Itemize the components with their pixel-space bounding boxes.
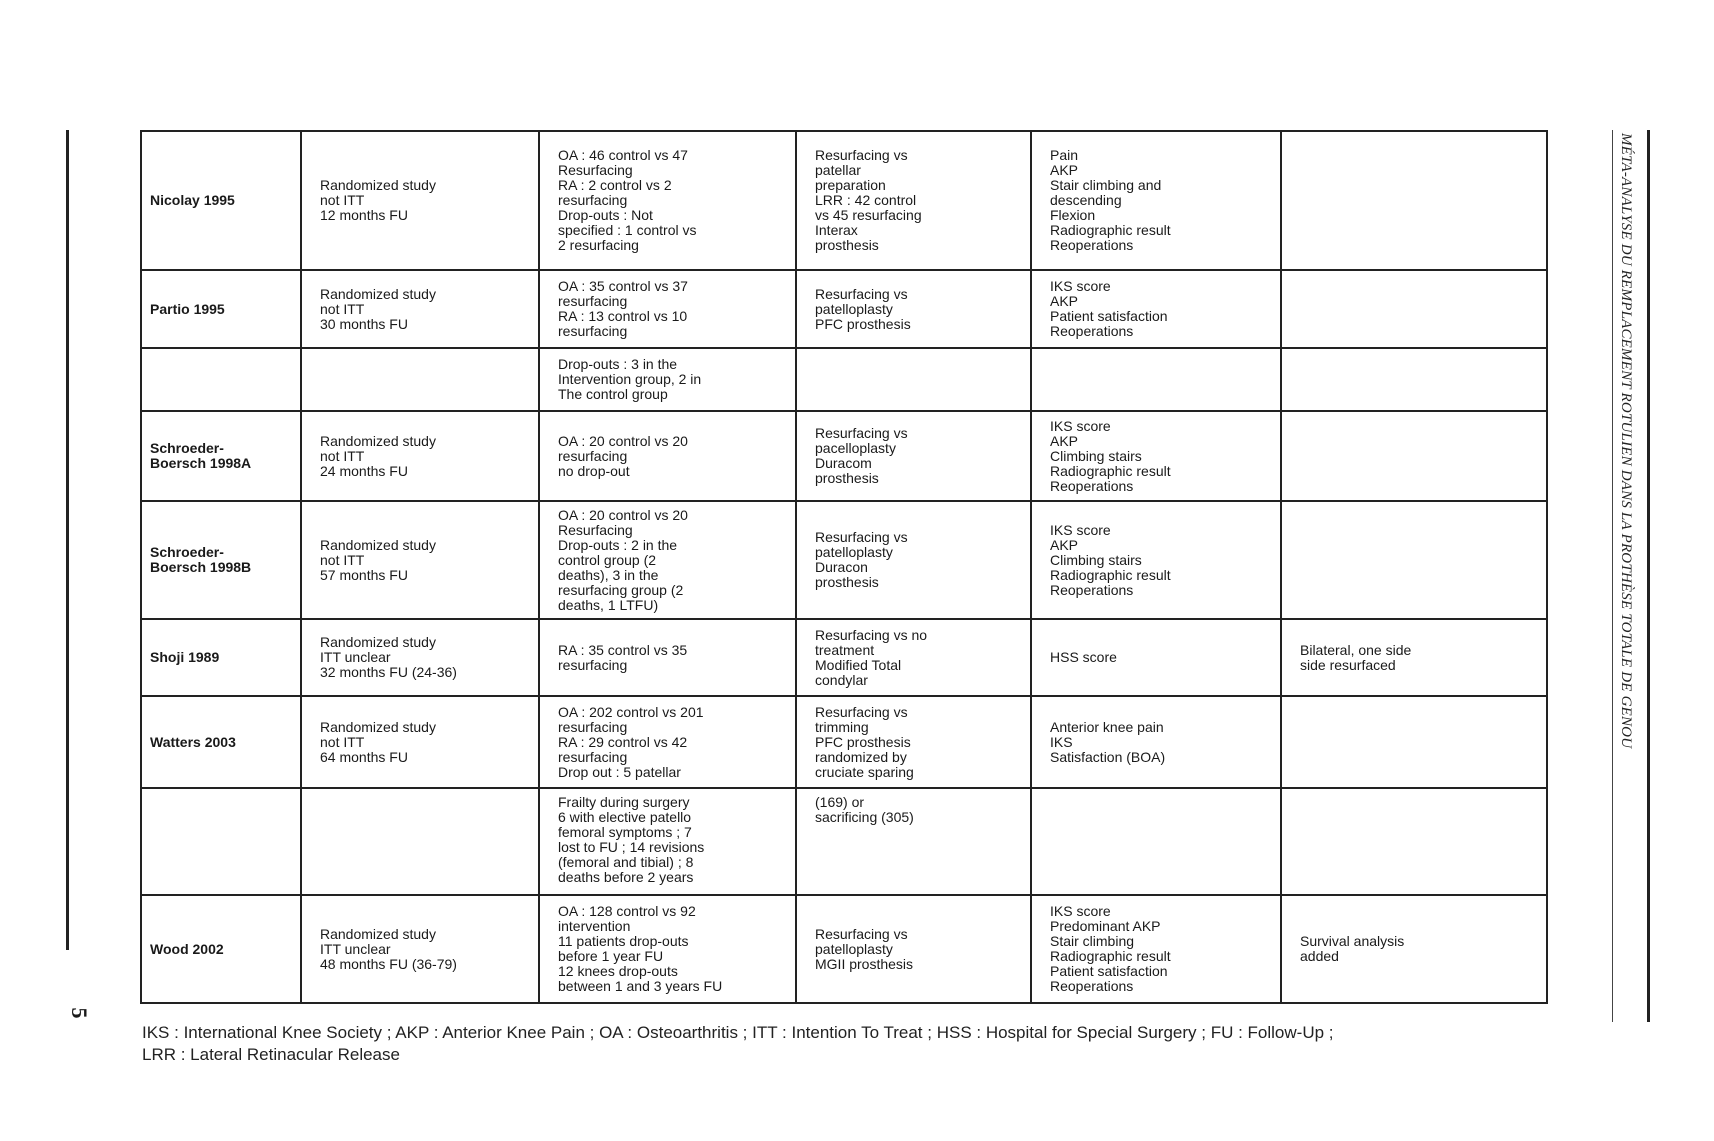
- patients: OA : 46 control vs 47 Resurfacing RA : 2 control vs 2 resurfacing Drop-outs : Not specified : 1 control vs 2 resurfacing: [539, 131, 796, 270]
- outcomes: Anterior knee pain IKS Satisfaction (BOA): [1031, 696, 1281, 788]
- patients: OA : 20 control vs 20 resurfacing no drop-out: [539, 411, 796, 501]
- intervention: Resurfacing vs no treatment Modified Total condylar: [796, 619, 1031, 696]
- study-design: Randomized study not ITT 30 months FU: [301, 270, 539, 348]
- notes: Bilateral, one side side resurfaced: [1281, 619, 1547, 696]
- study-name: [141, 348, 301, 411]
- outcomes: IKS score AKP Patient satisfaction Reoperations: [1031, 270, 1281, 348]
- patients: OA : 202 control vs 201 resurfacing RA : 29 control vs 42 resurfacing Drop out : 5 patellar: [539, 696, 796, 788]
- intervention: Resurfacing vs patelloplasty MGII prosthesis: [796, 895, 1031, 1003]
- study-name: Nicolay 1995: [141, 131, 301, 270]
- patients: OA : 35 control vs 37 resurfacing RA : 13 control vs 10 resurfacing: [539, 270, 796, 348]
- intervention: Resurfacing vs trimming PFC prosthesis randomized by cruciate sparing: [796, 696, 1031, 788]
- notes: [1281, 270, 1547, 348]
- study-name: Partio 1995: [141, 270, 301, 348]
- study-name: [141, 788, 301, 895]
- notes: [1281, 501, 1547, 619]
- study-design: [301, 348, 539, 411]
- running-title: MÉTA-ANALYSE DU REMPLACEMENT ROTULIEN DANS LA PROTHÈSE TOTALE DE GENOU: [1618, 133, 1634, 749]
- outcomes: IKS score AKP Climbing stairs Radiographic result Reoperations: [1031, 501, 1281, 619]
- table-row: [141, 788, 1547, 895]
- studies-table: [140, 130, 1548, 1004]
- intervention: (169) or sacrificing (305): [796, 788, 1031, 895]
- study-design: Randomized study ITT unclear 32 months FU (24-36): [301, 619, 539, 696]
- study-design: [301, 788, 539, 895]
- outcomes: [1031, 348, 1281, 411]
- notes: [1281, 411, 1547, 501]
- study-design: Randomized study not ITT 64 months FU: [301, 696, 539, 788]
- footnote-line: LRR : Lateral Retinacular Release: [142, 1045, 400, 1064]
- header-rule-thick: [1647, 130, 1650, 1022]
- study-name: Schroeder- Boersch 1998A: [141, 411, 301, 501]
- notes: Survival analysis added: [1281, 895, 1547, 1003]
- patients: OA : 20 control vs 20 Resurfacing Drop-outs : 2 in the control group (2 deaths), 3 in the resurfacing group (2 deaths, 1 LTFU): [539, 501, 796, 619]
- study-name: Schroeder- Boersch 1998B: [141, 501, 301, 619]
- table-row: [141, 270, 1547, 348]
- outcomes: HSS score: [1031, 619, 1281, 696]
- left-margin-rule: [66, 130, 69, 950]
- intervention: [796, 348, 1031, 411]
- table-row: [141, 696, 1547, 788]
- notes: [1281, 131, 1547, 270]
- header-rule-thin: [1612, 130, 1613, 1022]
- notes: [1281, 788, 1547, 895]
- page-number: 5: [67, 1007, 92, 1019]
- study-name: Wood 2002: [141, 895, 301, 1003]
- patients: RA : 35 control vs 35 resurfacing: [539, 619, 796, 696]
- table-row: [141, 348, 1547, 411]
- abbreviations-footnote: [142, 1022, 1562, 1066]
- notes: [1281, 348, 1547, 411]
- outcomes: IKS score AKP Climbing stairs Radiographic result Reoperations: [1031, 411, 1281, 501]
- study-name: Shoji 1989: [141, 619, 301, 696]
- study-name: Watters 2003: [141, 696, 301, 788]
- intervention: Resurfacing vs patelloplasty Duracon prosthesis: [796, 501, 1031, 619]
- patients: Frailty during surgery 6 with elective patello femoral symptoms ; 7 lost to FU ; 14 revisions (femoral and tibial) ; 8 deaths before 2 years: [539, 788, 796, 895]
- intervention: Resurfacing vs patellar preparation LRR : 42 control vs 45 resurfacing Interax prosthesis: [796, 131, 1031, 270]
- footnote-line: IKS : International Knee Society ; AKP : Anterior Knee Pain ; OA : Osteoarthritis ; ITT : Intention To Treat ; HSS : Hospital for Special Surgery ; FU : Follow-Up ;: [142, 1023, 1334, 1042]
- table-row: [141, 895, 1547, 1003]
- intervention: Resurfacing vs pacelloplasty Duracom prosthesis: [796, 411, 1031, 501]
- table-row: [141, 619, 1547, 696]
- outcomes: IKS score Predominant AKP Stair climbing Radiographic result Patient satisfaction Reoperations: [1031, 895, 1281, 1003]
- patients: OA : 128 control vs 92 intervention 11 patients drop-outs before 1 year FU 12 knees drop-outs between 1 and 3 years FU: [539, 895, 796, 1003]
- study-design: Randomized study not ITT 24 months FU: [301, 411, 539, 501]
- study-design: Randomized study not ITT 12 months FU: [301, 131, 539, 270]
- table-row: [141, 411, 1547, 501]
- study-design: Randomized study ITT unclear 48 months FU (36-79): [301, 895, 539, 1003]
- table-row: [141, 131, 1547, 270]
- outcomes: Pain AKP Stair climbing and descending Flexion Radiographic result Reoperations: [1031, 131, 1281, 270]
- intervention: Resurfacing vs patelloplasty PFC prosthesis: [796, 270, 1031, 348]
- patients: Drop-outs : 3 in the Intervention group, 2 in The control group: [539, 348, 796, 411]
- notes: [1281, 696, 1547, 788]
- study-design: Randomized study not ITT 57 months FU: [301, 501, 539, 619]
- outcomes: [1031, 788, 1281, 895]
- table-row: [141, 501, 1547, 619]
